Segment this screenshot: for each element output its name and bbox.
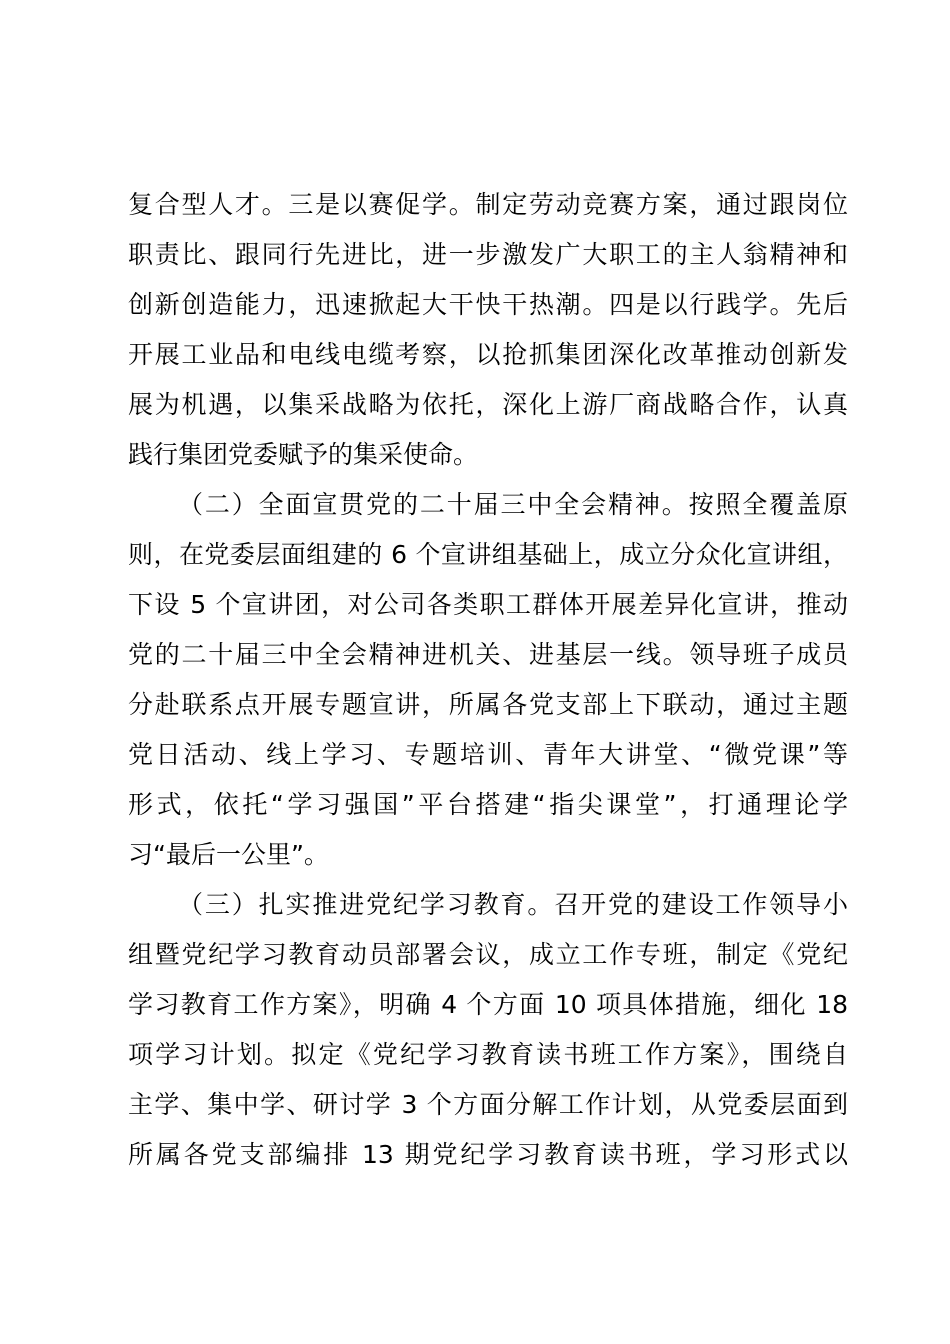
text-line: 党日活动、线上学习、专题培训、青年大讲堂、“微党课”等: [128, 740, 848, 769]
document-body: [128, 180, 848, 1180]
text-line: （二）全面宣贯党的二十届三中全会精神。按照全覆盖原: [178, 490, 848, 519]
text-line: 党的二十届三中全会精神进机关、进基层一线。领导班子成员: [128, 640, 848, 669]
text-line: 项学习计划。拟定《党纪学习教育读书班工作方案》，围绕自: [128, 1040, 848, 1069]
text-line: 分赴联系点开展专题宣讲，所属各党支部上下联动，通过主题: [128, 690, 848, 719]
text-line: （三）扎实推进党纪学习教育。召开党的建设工作领导小: [178, 890, 848, 919]
text-line: 践行集团党委赋予的集采使命。: [128, 440, 479, 469]
text-line: 则，在党委层面组建的 6 个宣讲组基础上，成立分众化宣讲组，: [128, 540, 848, 569]
paragraph-discipline-education: [128, 880, 848, 1180]
text-line: 创新创造能力，迅速掀起大干快干热潮。四是以行践学。先后: [128, 290, 848, 319]
text-line: 开展工业品和电线电缆考察，以抢抓集团深化改革推动创新发: [128, 340, 848, 369]
text-line: 复合型人才。三是以赛促学。制定劳动竞赛方案，通过跟岗位: [128, 190, 848, 219]
text-line: 组暨党纪学习教育动员部署会议，成立工作专班，制定《党纪: [128, 940, 848, 969]
text-line: 展为机遇，以集采战略为依托，深化上游厂商战略合作，认真: [128, 390, 848, 419]
text-line: 下设 5 个宣讲团，对公司各类职工群体开展差异化宣讲，推动: [128, 590, 848, 619]
text-line: 学习教育工作方案》，明确 4 个方面 10 项具体措施，细化 18: [128, 990, 848, 1019]
text-line: 职责比、跟同行先进比，进一步激发广大职工的主人翁精神和: [128, 240, 848, 269]
paragraph-plenary-spirit: [128, 480, 848, 880]
text-line: 所属各党支部编排 13 期党纪学习教育读书班，学习形式以: [128, 1140, 848, 1169]
text-line: 主学、集中学、研讨学 3 个方面分解工作计划，从党委层面到: [128, 1090, 848, 1119]
paragraph-talent-learning: [128, 180, 848, 480]
text-line: 习“最后一公里”。: [128, 840, 329, 869]
text-line: 形式，依托“学习强国”平台搭建“指尖课堂”，打通理论学: [128, 790, 848, 819]
